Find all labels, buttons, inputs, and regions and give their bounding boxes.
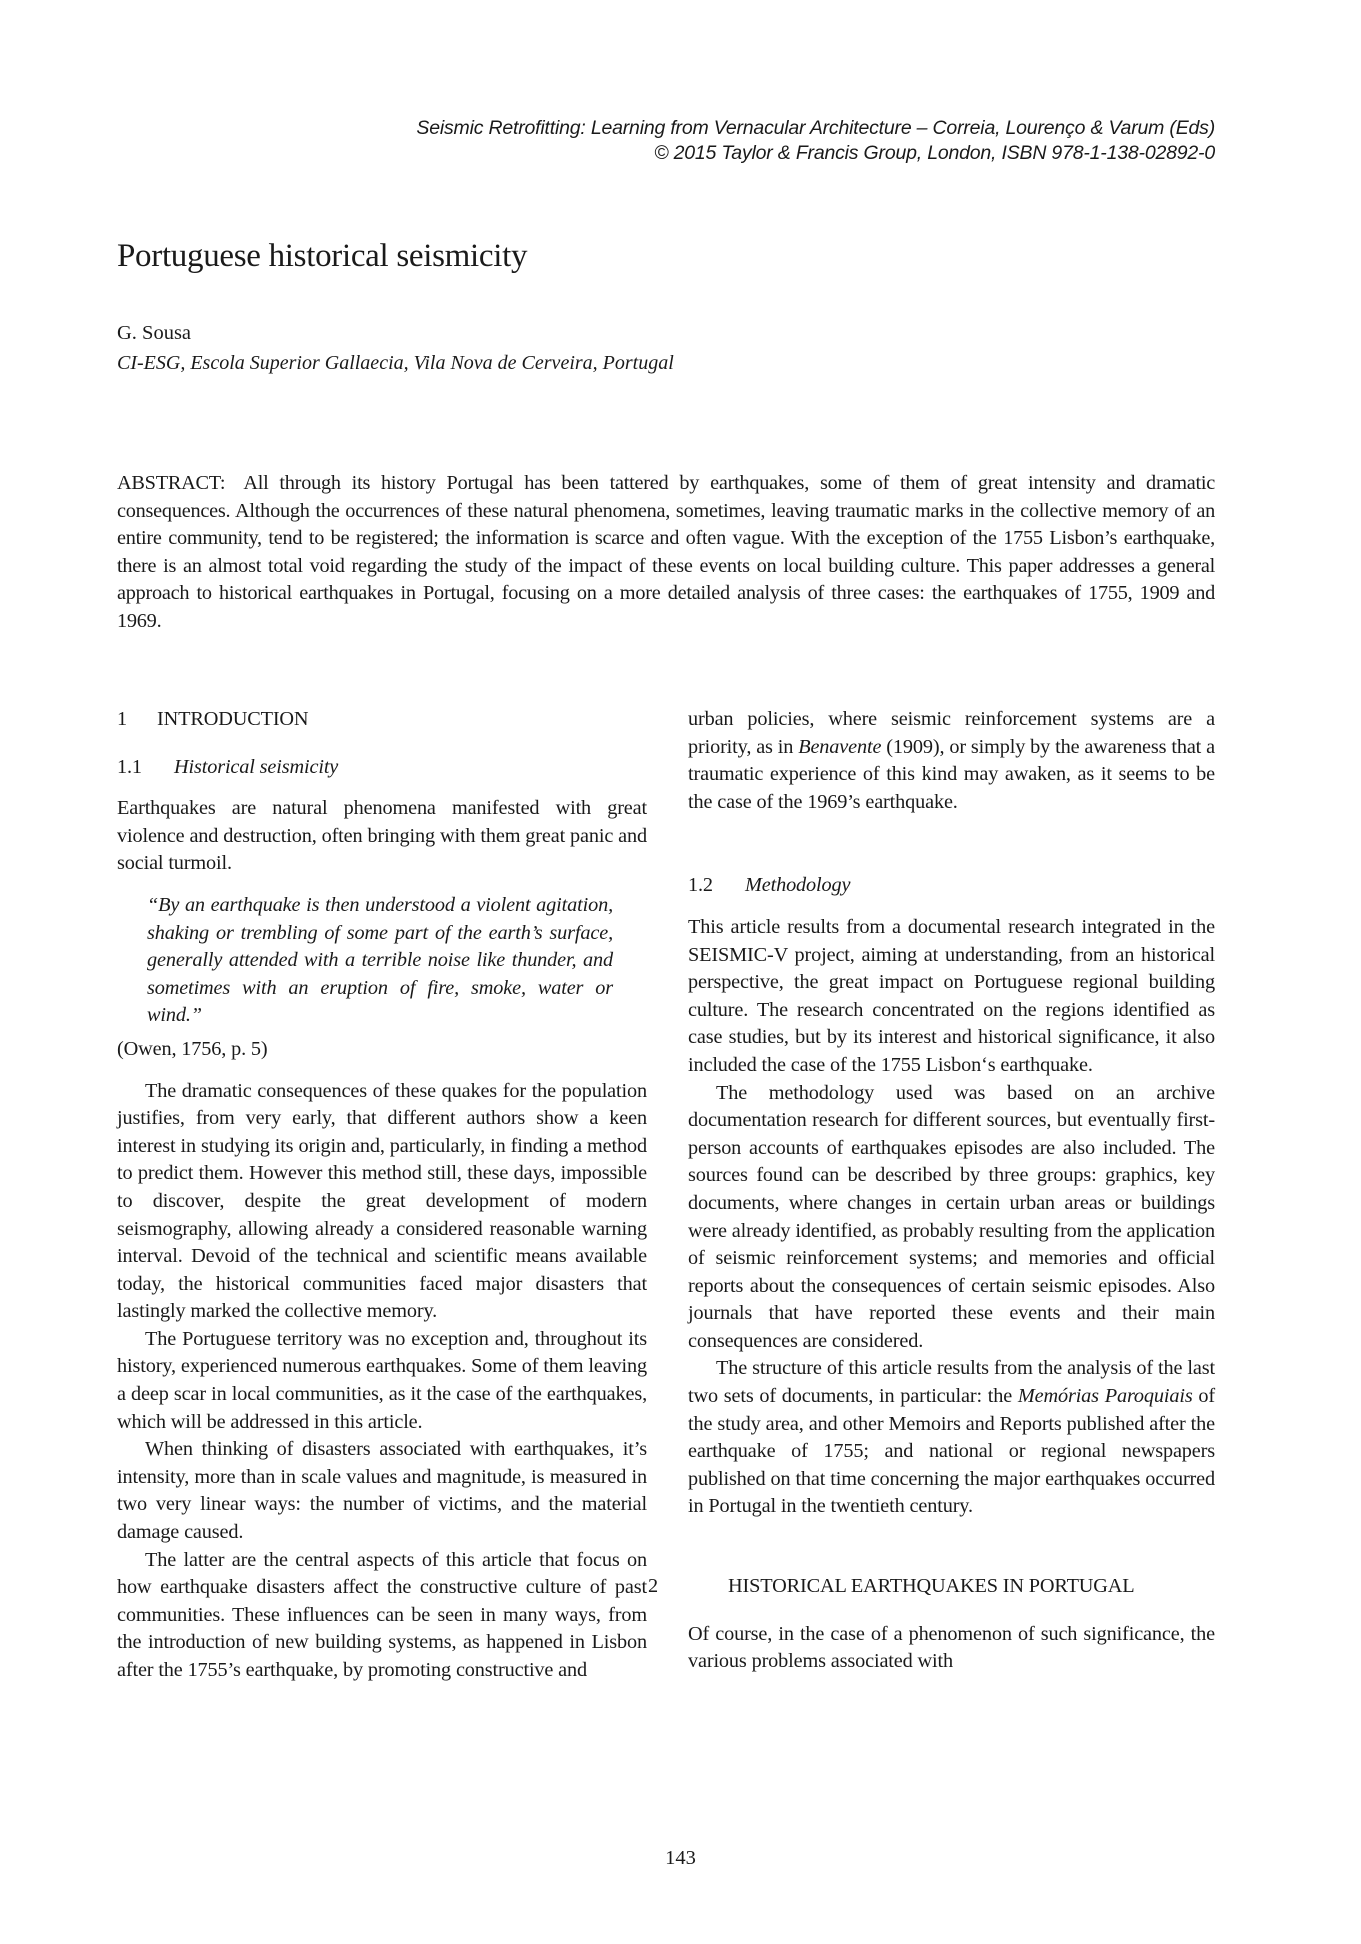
text-run: The structure of this article results from the analysis of the last two sets of documents, in particular: the (688, 1357, 1215, 1408)
author-affiliation: CI-ESG, Escola Superior Gallaecia, Vila Nova de Cerveira, Portugal (117, 352, 674, 374)
subsection-heading-historical-seismicity (117, 754, 647, 782)
paragraph: When thinking of disasters associated with earthquakes, it’s intensity, more than in scale values and magnitude, is measured in two very linear ways: the number of victims, and the material damage caused. (117, 1438, 647, 1544)
right-column (648, 706, 1215, 1676)
paper-title: Portuguese historical seismicity (117, 238, 528, 274)
section-title: HISTORICAL EARTHQUAKES IN PORTUGAL (728, 1575, 1135, 1598)
paragraph: Of course, in the case of a phenomenon of such significance, the various problems associated with (688, 1622, 1215, 1673)
section-title: INTRODUCTION (157, 708, 309, 730)
subsection-title: Historical seismicity (174, 755, 339, 778)
abstract (117, 470, 1215, 636)
running-header (115, 116, 1215, 166)
left-column (117, 706, 647, 1685)
subsection-number: 1.2 (688, 874, 713, 897)
section-heading-historical-earthquakes (648, 1573, 1215, 1601)
quote-citation: (Owen, 1756, p. 5) (117, 1037, 268, 1060)
text-run: (1909), or simply by the awareness that a traumatic experience of this kind may awaken, as it seems to be the case of the 1969’s earthquake. (688, 735, 1215, 813)
text-run: of the study area, and other Memoirs and Reports published after the earthquake of 1755; and national or regional newspapers published on that time concerning the major earthquakes occurred in Portugal in the twentieth century. (688, 1385, 1215, 1518)
section-heading-introduction (117, 706, 647, 734)
paragraph (688, 1355, 1215, 1521)
paragraph (688, 706, 1215, 816)
italic-place-name: Benavente (798, 735, 882, 758)
subsection-title: Methodology (745, 874, 851, 897)
section-number: 1 (117, 708, 127, 730)
paragraph: This article results from a documental research integrated in the SEISMIC-V project, aiming at understanding, from an historical perspective, the great impact on Portuguese regional building culture. The research concentrated on the regions identified as case studies, but by its interest and historical significance, it also included the case of the 1755 Lisbon‘s earthquake. (688, 915, 1215, 1076)
text-run: urban policies, where seismic reinforcement systems are a priority, as in (688, 708, 1215, 758)
paragraph: The latter are the central aspects of this article that focus on how earthquake disasters affect the constructive culture of past communities. These influences can be seen in many ways, from the introduction of new building systems, as happened in Lisbon after the 1755’s earthquake, by promoting constructive and (117, 1548, 647, 1681)
paragraph: The Portuguese territory was no exception and, throughout its history, experienced numerous earthquakes. Some of them leaving a deep scar in local communities, as it the case of the earthquakes, which will be addressed in this article. (117, 1327, 647, 1433)
paragraph: The dramatic consequences of these quakes for the population justifies, from very early, that different authors show a keen interest in studying its origin and, particularly, in finding a method to predict them. However this method still, these days, impossible to discover, despite the great development of modern seismography, allowing already a considered reasonable warning interval. Devoid of the technical and scientific means available today, the historical communities faced major disasters that lastingly marked the collective memory. (117, 1079, 647, 1323)
book-title-line: Seismic Retrofitting: Learning from Vernacular Architecture – Correia, Lourenço & Varum (Eds) (416, 117, 1215, 139)
block-quote: “By an earthquake is then understood a violent agitation, shaking or trembling of some part of the earth’s surface, generally attended with a terrible noise like thunder, and sometimes with an eruption of fire, smoke, water or wind.” (147, 893, 613, 1027)
italic-source-title: Memórias Paroquiais (1017, 1385, 1193, 1408)
page-number: 143 (665, 1847, 696, 1869)
paragraph: Earthquakes are natural phenomena manifested with great violence and destruction, often bringing with them great panic and social turmoil. (117, 797, 647, 875)
subsection-heading-methodology (688, 872, 1215, 900)
author-name: G. Sousa (117, 322, 192, 344)
section-number: 2 (648, 1575, 658, 1598)
abstract-text: All through its history Portugal has been tattered by earthquakes, some of them of great intensity and dramatic consequences. Although the occurrences of these natural phenomena, sometimes, leaving traumatic marks in the collective memory of an entire community, tend to be registered; the information is scarce and often vague. With the exception of the 1755 Lisbon’s earthquake, there is an almost total void regarding the study of the impact of these events on local building culture. This paper addresses a general approach to historical earthquakes in Portugal, focusing on a more detailed analysis of three cases: the earthquakes of 1755, 1909 and 1969. (117, 472, 1215, 632)
abstract-label: ABSTRACT: (117, 472, 226, 494)
copyright-line: © 2015 Taylor & Francis Group, London, ISBN 978-1-138-02892-0 (654, 142, 1215, 164)
paragraph: The methodology used was based on an archive documentation research for different sources, but eventually first-person accounts of earthquakes episodes are also included. The sources found can be described by three groups: graphics, key documents, where changes in certain urban areas or buildings were already identified, as probably resulting from the application of seismic reinforcement systems; and memories and official reports about the consequences of certain seismic episodes. Also journals that have reported these events and their main consequences are considered. (688, 1081, 1215, 1352)
subsection-number: 1.1 (117, 755, 142, 778)
